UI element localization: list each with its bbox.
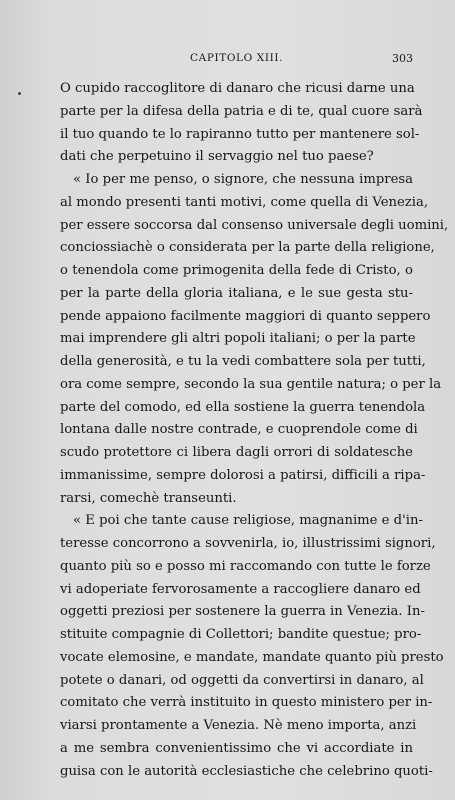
text-line: dati che perpetuino il servaggio nel tuo paese? xyxy=(60,149,374,165)
text-line: lontana dalle nostre contrade, e cuoprendole come di xyxy=(60,422,418,438)
text-line: oggetti preziosi per sostenere la guerra in Venezia. In- xyxy=(60,604,425,620)
text-line: guisa con le autorità ecclesiastiche che celebrino quoti- xyxy=(60,763,433,779)
paragraph-start-line: « E poi che tante cause religiose, magnanime e d'in- xyxy=(73,513,423,529)
text-line: della generosità, e tu la vedi combattere sola per tutti, xyxy=(60,354,426,369)
text-line: parte per la difesa della patria e di te, qual cuore sarà xyxy=(60,103,423,119)
page-number: 303 xyxy=(392,52,413,65)
text-line: al mondo presenti tanti motivi, come quella di Venezia, xyxy=(60,194,429,210)
text-line: parte del comodo, ed ella sostiene la guerra tenendola xyxy=(60,399,426,415)
running-head xyxy=(0,52,455,68)
paragraph-start-line: « Io per me penso, o signore, che nessuna impresa xyxy=(73,172,413,187)
text-line: O cupido raccoglitore di danaro che ricusi darne una xyxy=(60,81,415,96)
text-line: pende appaiono facilmente maggiori di quanto seppero xyxy=(60,308,431,324)
margin-mark-icon xyxy=(18,92,21,95)
text-line: il tuo quando te lo rapiranno tutto per mantenere sol- xyxy=(60,126,420,142)
text-line: o tenendola come primogenita della fede di Cristo, o xyxy=(60,263,413,278)
text-line: mai imprendere gli altri popoli italiani; o per la parte xyxy=(60,331,416,347)
text-line: immanissime, sempre dolorosi a patirsi, difficili a ripa- xyxy=(60,467,426,483)
text-line: ora come sempre, secondo la sua gentile natura; o per la xyxy=(60,376,442,392)
body-text xyxy=(60,78,449,783)
text-line: rarsi, comechè transeunti. xyxy=(60,490,237,506)
text-line: scudo protettore ci libera dagli orrori di soldatesche xyxy=(60,445,413,460)
text-line: vocate elemosine, e mandate, mandate quanto più presto xyxy=(60,649,444,665)
text-line: potete o danari, od oggetti da convertirsi in danaro, al xyxy=(60,672,424,688)
text-line: stituite compagnie di Collettori; bandite questue; pro- xyxy=(60,627,422,642)
text-line: comitato che verrà instituito in questo ministero per in- xyxy=(60,695,433,711)
text-line: viarsi prontamente a Venezia. Nè meno importa, anzi xyxy=(60,718,417,733)
text-line: conciossiachè o considerata per la parte della religione, xyxy=(60,240,435,256)
text-line: vi adoperiate fervorosamente a raccogliere danaro ed xyxy=(60,581,421,597)
text-line: per essere soccorsa dal consenso universale degli uomini, xyxy=(60,217,449,233)
text-line: per la parte della gloria italiana, e le sue gesta stu- xyxy=(60,285,413,301)
text-line: a me sembra convenientissimo che vi accordiate in xyxy=(60,740,413,756)
text-line: quanto più so e posso mi raccomando con tutte le forze xyxy=(60,558,431,574)
chapter-title: CAPITOLO XIII. xyxy=(190,52,284,64)
text-line: teresse concorrono a sovvenirla, io, illustrissimi signori, xyxy=(60,536,436,551)
